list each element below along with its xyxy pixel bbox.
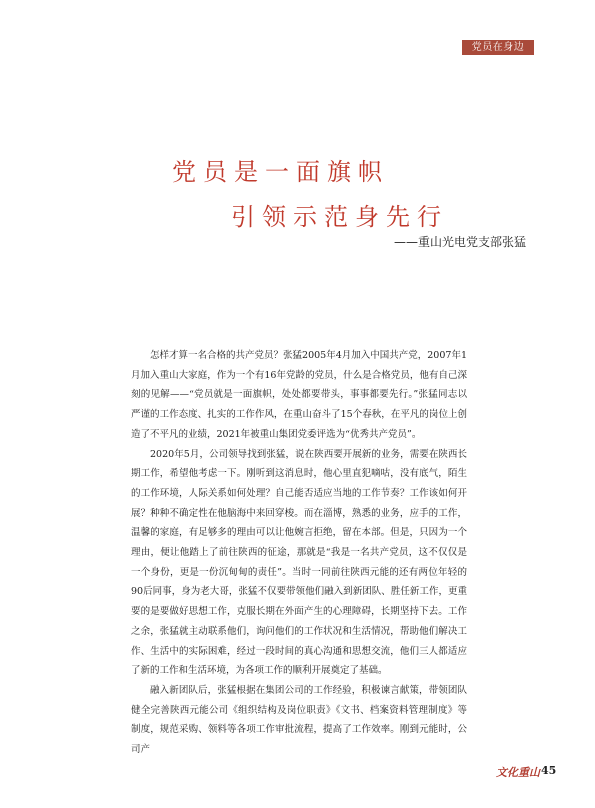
article-byline: ——重山光电党支部张猛 — [393, 235, 526, 249]
section-tag: 党员在身边 — [462, 40, 534, 55]
paragraph: 怎样才算一名合格的共产党员？张猛2005年4月加入中国共产党，2007年1月加入重山大家庭，作为一个有16年党龄的党员，什么是合格党员，他有自己深刻的见解——“党员就是一面旗帜，处处都要带头，事事都要先行。”张猛同志以严谨的工作态度、扎实的工作作风，在重山奋斗了15个春秋，在平凡的岗位上创造了不平凡的业绩，2021年被重山集团党委评选为“优秀共产党员”。 — [131, 350, 467, 440]
article-title-line1: 党员是一面旗帜 — [172, 158, 389, 186]
magazine-logo: 文化重山 — [496, 766, 540, 779]
article-title-line2: 引领示范身先行 — [231, 203, 448, 231]
page-number: 45 — [541, 764, 557, 777]
paragraph: 2020年5月，公司领导找到张猛，说在陕西要开展新的业务，需要在陕西长期工作，希望他考虑一下。刚听到这消息时，他心里直犯嘀咕，没有底气，陌生的工作环境，人际关系如何处理？自己能否适应当地的工作节奏？工作该如何开展？种种不确定性在他脑海中来回穿梭。而在淄博，熟悉的业务，应手的工作，温馨的家庭，有足够多的理由可以让他婉言拒绝，留在本部。但是，只因为一个理由，便让他踏上了前往陕西的征途，那就是“我是一名共产党员，这不仅仅是一个身份，更是一份沉甸甸的责任”。当时一同前往陕西元能的还有两位年轻的90后同事，身为老大哥，张猛不仅要带领他们融入到新团队、胜任新工作，更重要的是要做好思想工作，克服长期在外面产生的心理障碍，长期坚持下去。工作之余，张猛就主动联系他们，询问他们的工作状况和生活情况，帮助他们解决工作、生活中的实际困难，经过一段时间的真心沟通和思想交流，他们三人都适应了新的工作和生活环境，为各项工作的顺利开展奠定了基础。 — [131, 448, 467, 677]
paragraph: 融入新团队后，张猛根据在集团公司的工作经验，积极谏言献策，带领团队健全完善陕西元能公司《组织结构及岗位职责》《文书、档案资料管理制度》等制度，规范采购、领料等各项工作审批流程，提高了工作效率。刚到元能时，公司产 — [131, 684, 467, 756]
article-body — [131, 346, 467, 760]
